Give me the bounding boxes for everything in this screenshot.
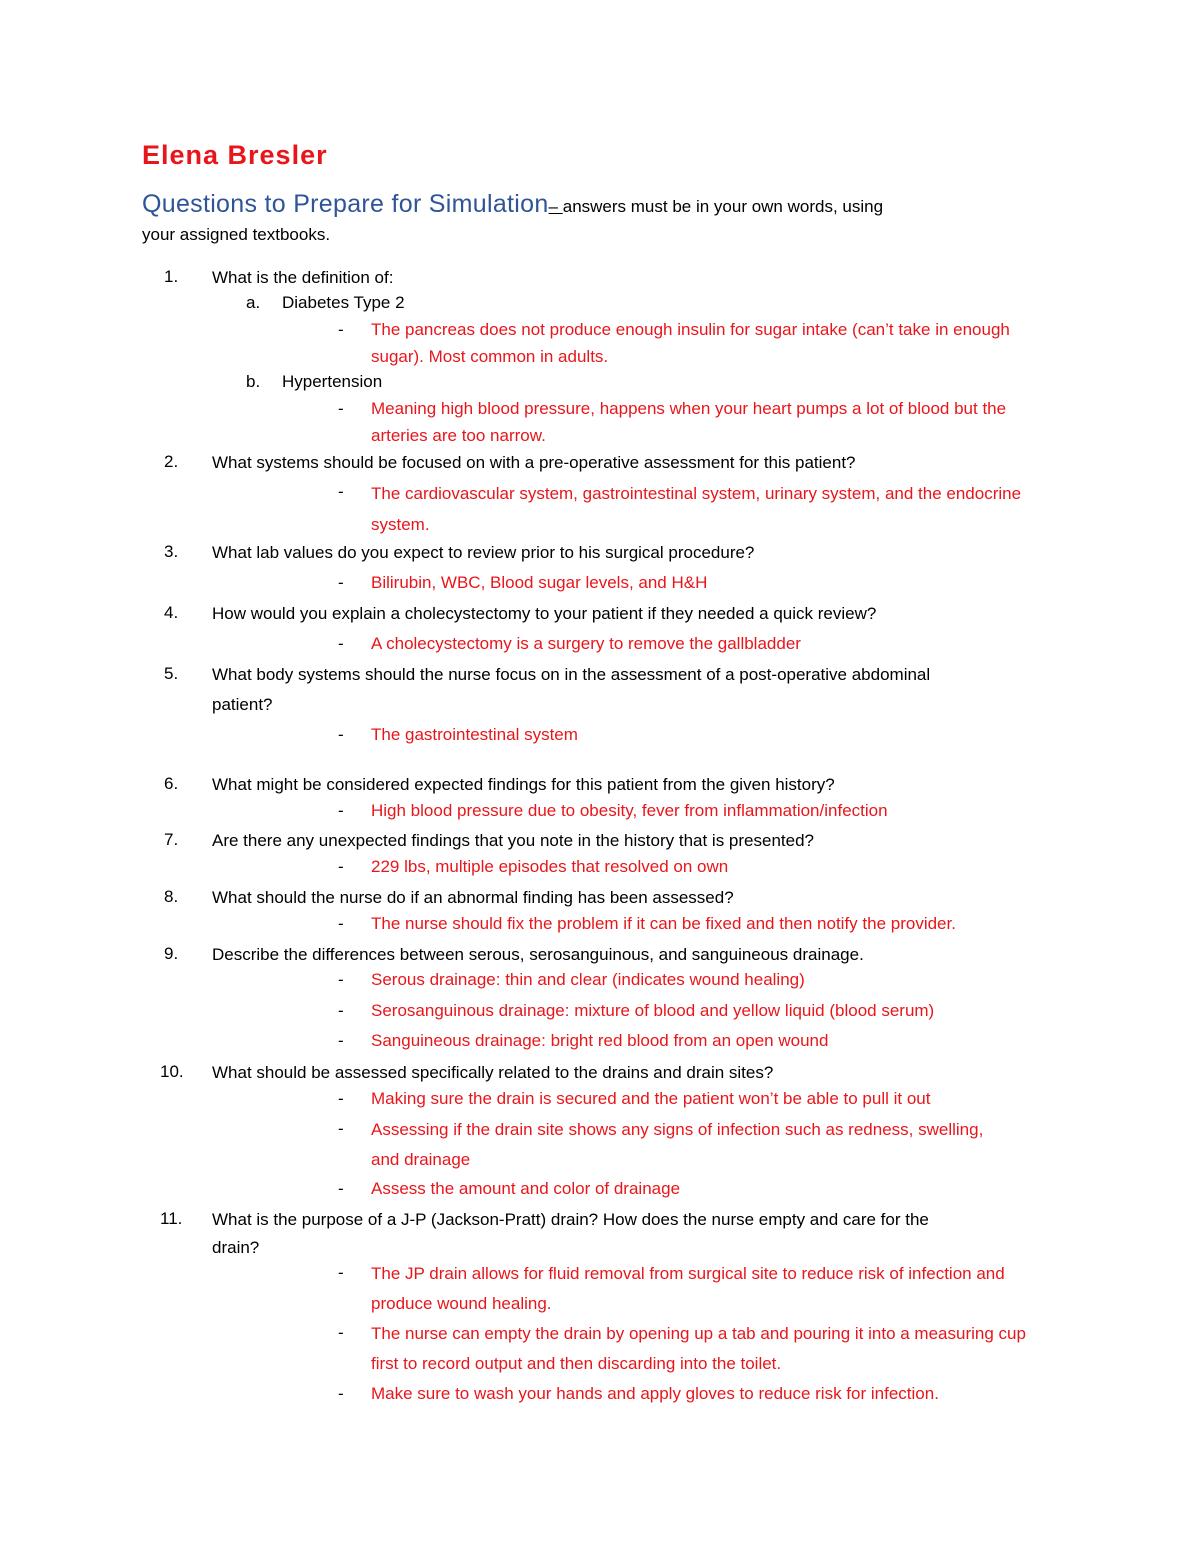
question-number: 11. <box>160 1209 183 1228</box>
question-text: Describe the differences between serous, serosanguinous, and sanguineous drainage. <box>212 945 864 964</box>
question-number: 1. <box>164 267 179 286</box>
sub-item-text: Hypertension <box>282 372 383 391</box>
bullet-dash: - <box>338 399 344 418</box>
sub-item-text: Diabetes Type 2 <box>282 293 405 312</box>
question-text-cont: patient? <box>212 695 273 714</box>
bullet-dash: - <box>338 725 344 744</box>
instruction-text-cont: your assigned textbooks. <box>142 225 331 244</box>
bullet-dash: - <box>338 801 344 820</box>
bullet-dash: - <box>338 970 344 989</box>
answer-text: The nurse can empty the drain by opening up a tab and pouring it into a measuring cup first to record output and then discarding into the toilet. <box>371 1324 1026 1373</box>
answer-text: Making sure the drain is secured and the patient won’t be able to pull it out <box>371 1089 931 1108</box>
bullet-dash: - <box>338 1323 344 1342</box>
answer-text: The JP drain allows for fluid removal from surgical site to reduce risk of infection and produce wound healing. <box>371 1264 1005 1313</box>
question-number: 5. <box>164 664 179 683</box>
answer-text: Assessing if the drain site shows any signs of infection such as redness, swelling, and drainage <box>371 1120 984 1169</box>
question-number: 4. <box>164 603 179 622</box>
bullet-dash: - <box>338 1263 344 1282</box>
question-text: What lab values do you expect to review prior to his surgical procedure? <box>212 543 755 562</box>
question-number: 3. <box>164 542 179 561</box>
sub-item-letter: a. <box>246 293 261 312</box>
question-number: 10. <box>160 1062 184 1081</box>
question-number: 2. <box>164 452 179 471</box>
question-number: 9. <box>164 944 179 963</box>
heading-separator: – <box>548 197 563 216</box>
bullet-dash: - <box>338 1384 344 1403</box>
bullet-dash: - <box>338 914 344 933</box>
bullet-dash: - <box>338 573 344 592</box>
answer-text: The cardiovascular system, gastrointestinal system, urinary system, and the endocrine system. <box>371 484 1022 534</box>
answer-text: Sanguineous drainage: bright red blood from an open wound <box>371 1031 829 1050</box>
answer-text: Make sure to wash your hands and apply gloves to reduce risk for infection. <box>371 1384 939 1403</box>
instruction-text: answers must be in your own words, using <box>562 197 884 216</box>
author-name: Elena Bresler <box>142 140 328 170</box>
answer-text: The nurse should fix the problem if it can be fixed and then notify the provider. <box>371 914 956 933</box>
document-title: Questions to Prepare for Simulation <box>142 190 549 218</box>
bullet-dash: - <box>338 320 344 339</box>
bullet-dash: - <box>338 1001 344 1020</box>
answer-text: A cholecystectomy is a surgery to remove the gallbladder <box>371 634 801 653</box>
question-text-cont: drain? <box>212 1238 260 1257</box>
bullet-dash: - <box>338 1031 344 1050</box>
question-number: 6. <box>164 774 179 793</box>
sub-item-letter: b. <box>246 372 261 391</box>
answer-text: High blood pressure due to obesity, fever from inflammation/infection <box>371 801 888 820</box>
bullet-dash: - <box>338 1089 344 1108</box>
bullet-dash: - <box>338 857 344 876</box>
answer-text: The gastrointestinal system <box>371 725 578 744</box>
answer-text: Meaning high blood pressure, happens when your heart pumps a lot of blood but the arteries are too narrow. <box>371 399 1007 445</box>
answer-text: Assess the amount and color of drainage <box>371 1179 681 1198</box>
bullet-dash: - <box>338 482 344 501</box>
question-number: 8. <box>164 887 179 906</box>
heading <box>142 190 1082 219</box>
question-text: What is the purpose of a J-P (Jackson-Pratt) drain? How does the nurse empty and care for the <box>212 1210 929 1229</box>
question-text: What might be considered expected findings for this patient from the given history? <box>212 775 835 794</box>
answer-text: Bilirubin, WBC, Blood sugar levels, and H&H <box>371 573 708 592</box>
bullet-dash: - <box>338 1179 344 1198</box>
answer-text: Serosanguinous drainage: mixture of blood and yellow liquid (blood serum) <box>371 1001 935 1020</box>
answer-text: 229 lbs, multiple episodes that resolved on own <box>371 857 729 876</box>
question-text: What systems should be focused on with a pre-operative assessment for this patient? <box>212 453 856 472</box>
bullet-dash: - <box>338 1119 344 1138</box>
question-text: Are there any unexpected findings that you note in the history that is presented? <box>212 831 814 850</box>
answer-text: Serous drainage: thin and clear (indicates wound healing) <box>371 970 805 989</box>
question-number: 7. <box>164 830 179 849</box>
answer-text: The pancreas does not produce enough insulin for sugar intake (can’t take in enough sugar). Most common in adults. <box>371 320 1010 366</box>
bullet-dash: - <box>338 634 344 653</box>
question-text: What is the definition of: <box>212 268 394 287</box>
question-text: What body systems should the nurse focus on in the assessment of a post-operative abdominal <box>212 665 931 684</box>
question-text: What should be assessed specifically related to the drains and drain sites? <box>212 1063 774 1082</box>
question-text: How would you explain a cholecystectomy to your patient if they needed a quick review? <box>212 604 877 623</box>
question-text: What should the nurse do if an abnormal finding has been assessed? <box>212 888 734 907</box>
